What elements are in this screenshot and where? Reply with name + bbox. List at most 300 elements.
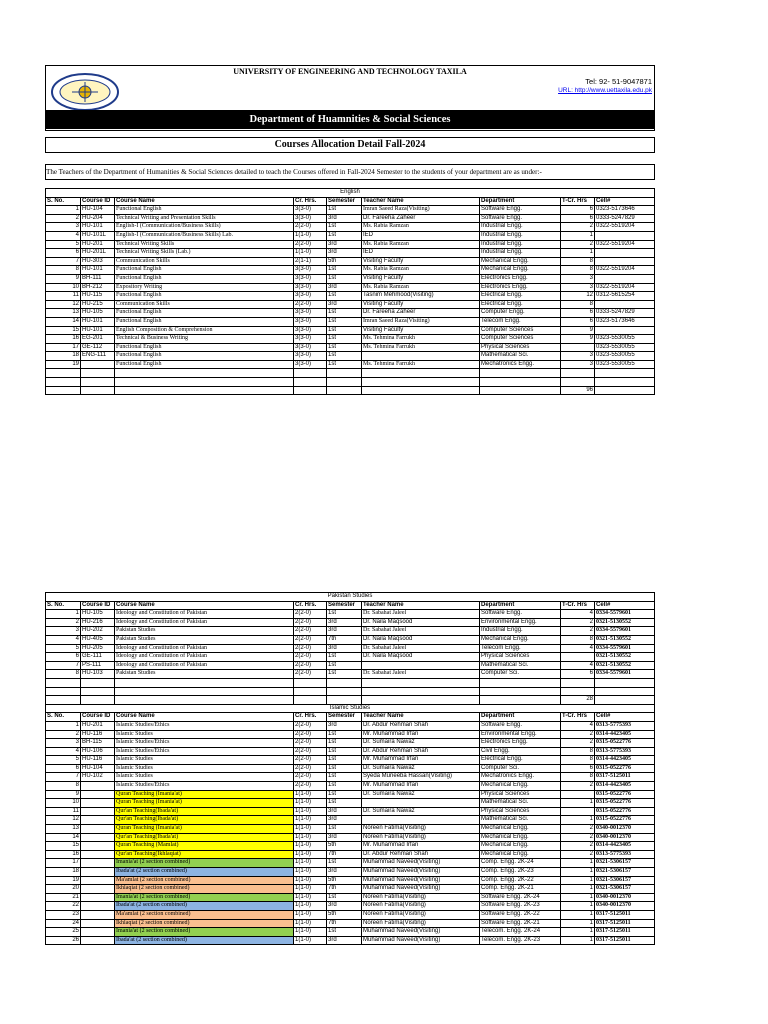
total-row — [46, 696, 655, 705]
table-cell: Functional English — [115, 274, 294, 283]
table-cell: Industrial Engg. — [480, 231, 561, 240]
table-cell: Software Engg. 2K-23 — [480, 902, 561, 911]
table-cell: 1st — [327, 782, 362, 791]
table-row — [46, 721, 655, 730]
column-header: Course Name — [115, 197, 294, 206]
table-cell: 4 — [561, 610, 595, 619]
table-cell: BH-212 — [81, 283, 115, 292]
column-header: Teacher Name — [362, 601, 480, 610]
table-cell — [81, 799, 115, 808]
table-cell: HU-204 — [81, 214, 115, 223]
table-cell: Qur'an Teaching(Ibada'at) — [115, 807, 294, 816]
table-cell: Software Engg. 2K-24 — [480, 893, 561, 902]
empty-cell — [362, 378, 480, 387]
table-cell: 3(3-0) — [294, 335, 327, 344]
table-cell: 6 — [561, 317, 595, 326]
table-cell: 1st — [327, 352, 362, 361]
table-cell: Imania'at (2 section combined) — [115, 893, 294, 902]
table-cell: 0322-5519204 — [595, 240, 655, 249]
document-title: Courses Allocation Detail Fall-2024 — [45, 137, 655, 153]
table-cell — [81, 833, 115, 842]
table-cell: Islamic Studies — [115, 756, 294, 765]
empty-cell — [327, 678, 362, 687]
table-row — [46, 816, 655, 825]
empty-cell — [480, 369, 561, 378]
table-cell: 3 — [561, 360, 595, 369]
table-cell: 13 — [46, 825, 81, 834]
table-cell: Software Engg. — [480, 206, 561, 215]
empty-cell — [480, 378, 561, 387]
empty-cell — [480, 687, 561, 696]
table-cell: Expository Writing — [115, 283, 294, 292]
empty-cell — [561, 678, 595, 687]
table-cell: Communication Skills — [115, 257, 294, 266]
table-cell: 0321-5306157 — [595, 868, 655, 877]
table-cell: 0334-5579601 — [595, 610, 655, 619]
table-cell: GE-111 — [81, 653, 115, 662]
table-cell: 17 — [46, 859, 81, 868]
table-cell: Civil Engg. — [480, 747, 561, 756]
table-cell: Mechatronics Engg. — [480, 360, 561, 369]
table-cell: 2 — [561, 627, 595, 636]
table-cell: Computer Engg. — [480, 309, 561, 318]
table-cell: 19 — [46, 876, 81, 885]
column-header: Course Name — [115, 601, 294, 610]
table-cell: Environmental Engg. — [480, 618, 561, 627]
table-cell: 0322-5519204 — [595, 266, 655, 275]
empty-cell — [81, 678, 115, 687]
table-cell: 8 — [46, 782, 81, 791]
table-cell: 1st — [327, 653, 362, 662]
table-cell: Software Engg. 2K-22 — [480, 910, 561, 919]
table-cell: 6 — [46, 653, 81, 662]
table-cell: Mr. Muhammad Irfan — [362, 782, 480, 791]
table-cell: Comp. Engg. 2K-24 — [480, 859, 561, 868]
table-cell: Dr. Fareeha Zaheer — [362, 214, 480, 223]
table-cell: 1(1-0) — [294, 833, 327, 842]
table-cell: Ms. Tehmina Farrukh — [362, 360, 480, 369]
table-cell: 8 — [561, 266, 595, 275]
table-cell: 6 — [561, 670, 595, 679]
table-cell: Ideology and Constitution of Pakistan — [115, 653, 294, 662]
empty-cell — [294, 687, 327, 696]
table-cell: 0321-5130552 — [595, 653, 655, 662]
table-row — [46, 352, 655, 361]
section-title-row — [46, 593, 655, 602]
table-cell: 1(1-0) — [294, 885, 327, 894]
table-row — [46, 825, 655, 834]
table-cell: Technical Writing Skills (Lab.) — [115, 249, 294, 258]
table-cell: 11 — [46, 807, 81, 816]
table-cell: HU-115 — [81, 292, 115, 301]
table-cell — [81, 859, 115, 868]
table-cell: BH-115 — [81, 739, 115, 748]
table-cell: Electronics Engg. — [480, 283, 561, 292]
table-cell: 1st — [327, 893, 362, 902]
table-cell: 2 — [561, 825, 595, 834]
table-row — [46, 274, 655, 283]
table-cell: 1st — [327, 309, 362, 318]
table-cell: 3 — [46, 223, 81, 232]
table-cell: Comp. Engg. 2K-22 — [480, 876, 561, 885]
table-cell: Mechanical Engg. — [480, 850, 561, 859]
table-cell: Ikhlaqiat (2 section combined) — [115, 919, 294, 928]
table-cell: 1 — [561, 910, 595, 919]
table-cell: 1st — [327, 773, 362, 782]
table-cell: Software Engg. — [480, 214, 561, 223]
table-cell: HU-104 — [81, 764, 115, 773]
table-cell: Noreen Fatima(Visiting) — [362, 893, 480, 902]
table-cell: HU-103 — [81, 670, 115, 679]
table-cell: Electrical Engg. — [480, 300, 561, 309]
table-cell: 8 — [561, 756, 595, 765]
table-cell: 1(1-0) — [294, 868, 327, 877]
table-cell: Mechanical Engg. — [480, 257, 561, 266]
intro-text: The Teachers of the Department of Humanities & Social Sciences detailed to teach the Courses offered in Fall-2024 Semester to the students of your department are as under:- — [45, 164, 655, 180]
table-cell: Muhammad Naveed(Visiting) — [362, 928, 480, 937]
table-cell: 3rd — [327, 300, 362, 309]
table-cell — [81, 782, 115, 791]
table-cell: BH-111 — [81, 274, 115, 283]
table-cell: 7th — [327, 885, 362, 894]
table-cell: 0317-5125011 — [595, 936, 655, 945]
empty-cell — [327, 386, 362, 395]
table-cell: Technical Writing and Presentation Skills — [115, 214, 294, 223]
university-logo — [50, 72, 120, 112]
table-row — [46, 842, 655, 851]
table-cell: 6 — [561, 206, 595, 215]
table-cell: Dr. Sumaira Nawaz — [362, 790, 480, 799]
table-cell: 0321-5130552 — [595, 635, 655, 644]
table-cell: 12 — [46, 816, 81, 825]
table-cell: Technical Writing Skills — [115, 240, 294, 249]
table-cell: Islamic Studies/Ethics — [115, 721, 294, 730]
table-cell — [81, 842, 115, 851]
table-cell: 2(2-0) — [294, 635, 327, 644]
table-cell: 0317-5125011 — [595, 773, 655, 782]
table-cell: Telecom Engg. — [480, 644, 561, 653]
table-row — [46, 670, 655, 679]
table-cell — [362, 799, 480, 808]
table-cell: PS-111 — [81, 661, 115, 670]
table-cell: 0314-4423405 — [595, 782, 655, 791]
table-cell: 12 — [46, 300, 81, 309]
column-header: Course ID — [81, 601, 115, 610]
table-row — [46, 635, 655, 644]
table-cell: 1st — [327, 790, 362, 799]
table-cell: Electronics Engg. — [480, 739, 561, 748]
table-cell: 2(2-0) — [294, 773, 327, 782]
table-cell: 2(2-0) — [294, 661, 327, 670]
table-cell: HU-116 — [81, 756, 115, 765]
table-cell: Ideology and Constitution of Pakistan — [115, 618, 294, 627]
table-cell: 10 — [46, 799, 81, 808]
table-row — [46, 910, 655, 919]
table-cell: 2(2-0) — [294, 223, 327, 232]
table-cell: 0315-0522776 — [595, 739, 655, 748]
table-cell: 3rd — [327, 816, 362, 825]
table-cell: Islamic Studies/Ethics — [115, 782, 294, 791]
empty-cell — [595, 378, 655, 387]
empty-cell — [46, 687, 81, 696]
table-cell: 18 — [46, 352, 81, 361]
table-cell: GE-112 — [81, 343, 115, 352]
column-header: Teacher Name — [362, 197, 480, 206]
table-cell — [81, 816, 115, 825]
table-cell: Muhammad Naveed(Visiting) — [362, 936, 480, 945]
column-header: Cr. Hrs. — [294, 601, 327, 610]
empty-cell — [595, 696, 655, 705]
table-cell — [81, 893, 115, 902]
table-cell: 1st — [327, 317, 362, 326]
table-cell: Software Engg. — [480, 721, 561, 730]
empty-cell — [46, 678, 81, 687]
table-cell: 3(3-0) — [294, 326, 327, 335]
empty-cell — [362, 687, 480, 696]
table-cell: 3(3-0) — [294, 214, 327, 223]
table-cell — [81, 928, 115, 937]
table-cell: 2(2-0) — [294, 653, 327, 662]
column-header: Course Name — [115, 713, 294, 722]
table-cell — [81, 807, 115, 816]
table-cell: 3(3-0) — [294, 360, 327, 369]
table-cell: 0313-5775393 — [595, 747, 655, 756]
table-cell: 1(1-0) — [294, 902, 327, 911]
table-cell: Islamic Studies — [115, 730, 294, 739]
table-cell: 0315-0522776 — [595, 816, 655, 825]
empty-cell — [327, 378, 362, 387]
table-cell — [595, 257, 655, 266]
table-cell: 0340-0012370 — [595, 825, 655, 834]
table-row — [46, 249, 655, 258]
total-credit-hours: 96 — [561, 386, 595, 395]
table-cell: Mechanical Engg. — [480, 833, 561, 842]
section-title-row — [46, 704, 655, 713]
table-cell: 2 — [561, 842, 595, 851]
empty-cell — [46, 386, 81, 395]
table-row — [46, 928, 655, 937]
table-cell: 1 — [561, 876, 595, 885]
blank-row — [46, 687, 655, 696]
table-cell: HU-405 — [81, 635, 115, 644]
table-row — [46, 300, 655, 309]
empty-cell — [480, 386, 561, 395]
table-cell: HU-201 — [81, 240, 115, 249]
table-cell: 0334-5579601 — [595, 627, 655, 636]
table-cell: 2(2-0) — [294, 739, 327, 748]
table-cell: 1st — [327, 343, 362, 352]
table-row — [46, 764, 655, 773]
table-cell: 9 — [561, 335, 595, 344]
table-cell: 4 — [561, 644, 595, 653]
table-cell: 23 — [46, 910, 81, 919]
table-cell: 1st — [327, 274, 362, 283]
table-cell: 3(3-0) — [294, 309, 327, 318]
column-header: Cell# — [595, 601, 655, 610]
table-cell: 1(1-0) — [294, 928, 327, 937]
table-cell: 1st — [327, 610, 362, 619]
table-cell: Mathematical Sci. — [480, 352, 561, 361]
table-cell: Dr. Sumaira Nawaz — [362, 807, 480, 816]
table-cell: 3rd — [327, 902, 362, 911]
table-cell: 8 — [561, 773, 595, 782]
table-cell: 2(2-0) — [294, 747, 327, 756]
table-row — [46, 730, 655, 739]
empty-cell — [46, 378, 81, 387]
table-cell: Computer Sci. — [480, 670, 561, 679]
empty-cell — [115, 369, 294, 378]
table-cell: HU-101 — [81, 266, 115, 275]
table-cell: 0323-5530055 — [595, 343, 655, 352]
table-cell: 0333-5247829 — [595, 309, 655, 318]
table-cell: 21 — [46, 893, 81, 902]
table-row — [46, 859, 655, 868]
table-cell: 14 — [46, 833, 81, 842]
table-row — [46, 747, 655, 756]
table-cell: 1 — [561, 799, 595, 808]
table-cell: Functional English — [115, 343, 294, 352]
table-cell: Pakistan Studies — [115, 635, 294, 644]
table-cell: Islamic Studies — [115, 764, 294, 773]
column-header: T-Cr. Hrs — [561, 601, 595, 610]
table-cell: Industrial Engg. — [480, 240, 561, 249]
table-cell: 4 — [561, 661, 595, 670]
table-cell: 0315-0522776 — [595, 799, 655, 808]
table-cell: 3(3-0) — [294, 274, 327, 283]
empty-cell — [595, 687, 655, 696]
university-name: UNIVERSITY OF ENGINEERING AND TECHNOLOGY TAXILA — [233, 67, 467, 76]
table-cell: Dr. Sabahat Jaleel — [362, 610, 480, 619]
table-cell — [362, 352, 480, 361]
table-cell: 3(3-0) — [294, 283, 327, 292]
table-cell: Dr. Abdur Rehman Shah — [362, 747, 480, 756]
table-row — [46, 885, 655, 894]
table-cell: 1st — [327, 266, 362, 275]
table-cell: 2(2-0) — [294, 721, 327, 730]
table-cell: 1st — [327, 670, 362, 679]
table-cell: 15 — [46, 842, 81, 851]
table-row — [46, 739, 655, 748]
table-cell: 1(1-0) — [294, 790, 327, 799]
table-cell: 1 — [561, 859, 595, 868]
table-cell: 7th — [327, 850, 362, 859]
column-header-row — [46, 601, 655, 610]
table-cell: 3(3-0) — [294, 352, 327, 361]
table-cell: Dr. Abdur Rehman Shah — [362, 850, 480, 859]
table-cell: 5th — [327, 257, 362, 266]
table-cell: Technical & Business Writing — [115, 335, 294, 344]
table-row — [46, 627, 655, 636]
table-cell: 20 — [46, 885, 81, 894]
table-cell: 1(1-0) — [294, 249, 327, 258]
table-cell: 15 — [46, 326, 81, 335]
table-cell: 0340-0012370 — [595, 833, 655, 842]
table-cell: Dr. Sabahat Jaleel — [362, 627, 480, 636]
table-cell: 4 — [46, 231, 81, 240]
table-row — [46, 206, 655, 215]
section-title: Islamic Studies — [46, 704, 655, 713]
table-cell — [595, 231, 655, 240]
column-header: Course ID — [81, 713, 115, 722]
table-cell: 6 — [561, 309, 595, 318]
table-cell: Imran Saeed Raza(Visiting) — [362, 317, 480, 326]
table-cell: Noreen Fatima(Visiting) — [362, 833, 480, 842]
table-cell: 7th — [327, 919, 362, 928]
table-cell: 1 — [561, 919, 595, 928]
table-cell: 1(1-0) — [294, 893, 327, 902]
table-cell: 4 — [46, 747, 81, 756]
table-cell: 0323-5530055 — [595, 360, 655, 369]
table-cell: Telecom. Engg. 2K-23 — [480, 936, 561, 945]
table-cell: 1st — [327, 292, 362, 301]
table-cell: HU-205 — [81, 644, 115, 653]
table-cell: 6 — [46, 249, 81, 258]
table-cell: Quran Teaching (Mamlat) — [115, 842, 294, 851]
table-cell: Functional English — [115, 317, 294, 326]
column-header: S. No. — [46, 601, 81, 610]
table-row — [46, 223, 655, 232]
column-header: S. No. — [46, 197, 81, 206]
empty-cell — [327, 369, 362, 378]
table-cell — [362, 661, 480, 670]
empty-cell — [81, 696, 115, 705]
table-cell: Industrial Engg. — [480, 627, 561, 636]
table-cell: Computer Sciences — [480, 335, 561, 344]
table-cell: 2 — [561, 223, 595, 232]
table-cell: Functional English — [115, 309, 294, 318]
table-cell: 6 — [561, 214, 595, 223]
table-cell: 3 — [561, 274, 595, 283]
website-link[interactable]: URL: http://www.uettaxila.edu.pk — [558, 87, 652, 94]
department-banner: Department of Huamnities & Social Sciences — [46, 110, 654, 129]
table-cell: 3rd — [327, 868, 362, 877]
table-cell: 3(3-0) — [294, 206, 327, 215]
table-cell — [81, 850, 115, 859]
table-cell: 0334-5579601 — [595, 644, 655, 653]
table-cell: 9 — [561, 326, 595, 335]
table-cell — [81, 790, 115, 799]
table-row — [46, 773, 655, 782]
table-cell: Ibada'at (2 section combined) — [115, 868, 294, 877]
table-cell: Telecom Engg. — [480, 317, 561, 326]
empty-cell — [362, 369, 480, 378]
table-row — [46, 335, 655, 344]
table-cell — [81, 919, 115, 928]
table-cell: Physical Sciences — [480, 343, 561, 352]
table-cell: Comp. Engg. 2K-21 — [480, 885, 561, 894]
table-cell: 1 — [46, 206, 81, 215]
table-cell: Functional English — [115, 360, 294, 369]
table-cell: HU-202 — [81, 627, 115, 636]
empty-cell — [561, 378, 595, 387]
table-cell: 7 — [46, 257, 81, 266]
table-cell: 1(1-0) — [294, 825, 327, 834]
table-cell: Pakistan Studies — [115, 627, 294, 636]
table-cell: 0313-5775393 — [595, 721, 655, 730]
table-cell: 3 — [46, 627, 81, 636]
table-cell: 1(1-0) — [294, 876, 327, 885]
table-cell — [81, 936, 115, 945]
table-cell: 8 — [46, 670, 81, 679]
table-cell: HU-104 — [81, 206, 115, 215]
empty-cell — [595, 369, 655, 378]
column-header: Semester — [327, 601, 362, 610]
table-cell: 3rd — [327, 936, 362, 945]
table-cell: 24 — [46, 919, 81, 928]
table-cell: Pakistan Studies — [115, 670, 294, 679]
table-cell: Dr. Sabahat Jaleel — [362, 644, 480, 653]
table-cell: 6 — [561, 764, 595, 773]
